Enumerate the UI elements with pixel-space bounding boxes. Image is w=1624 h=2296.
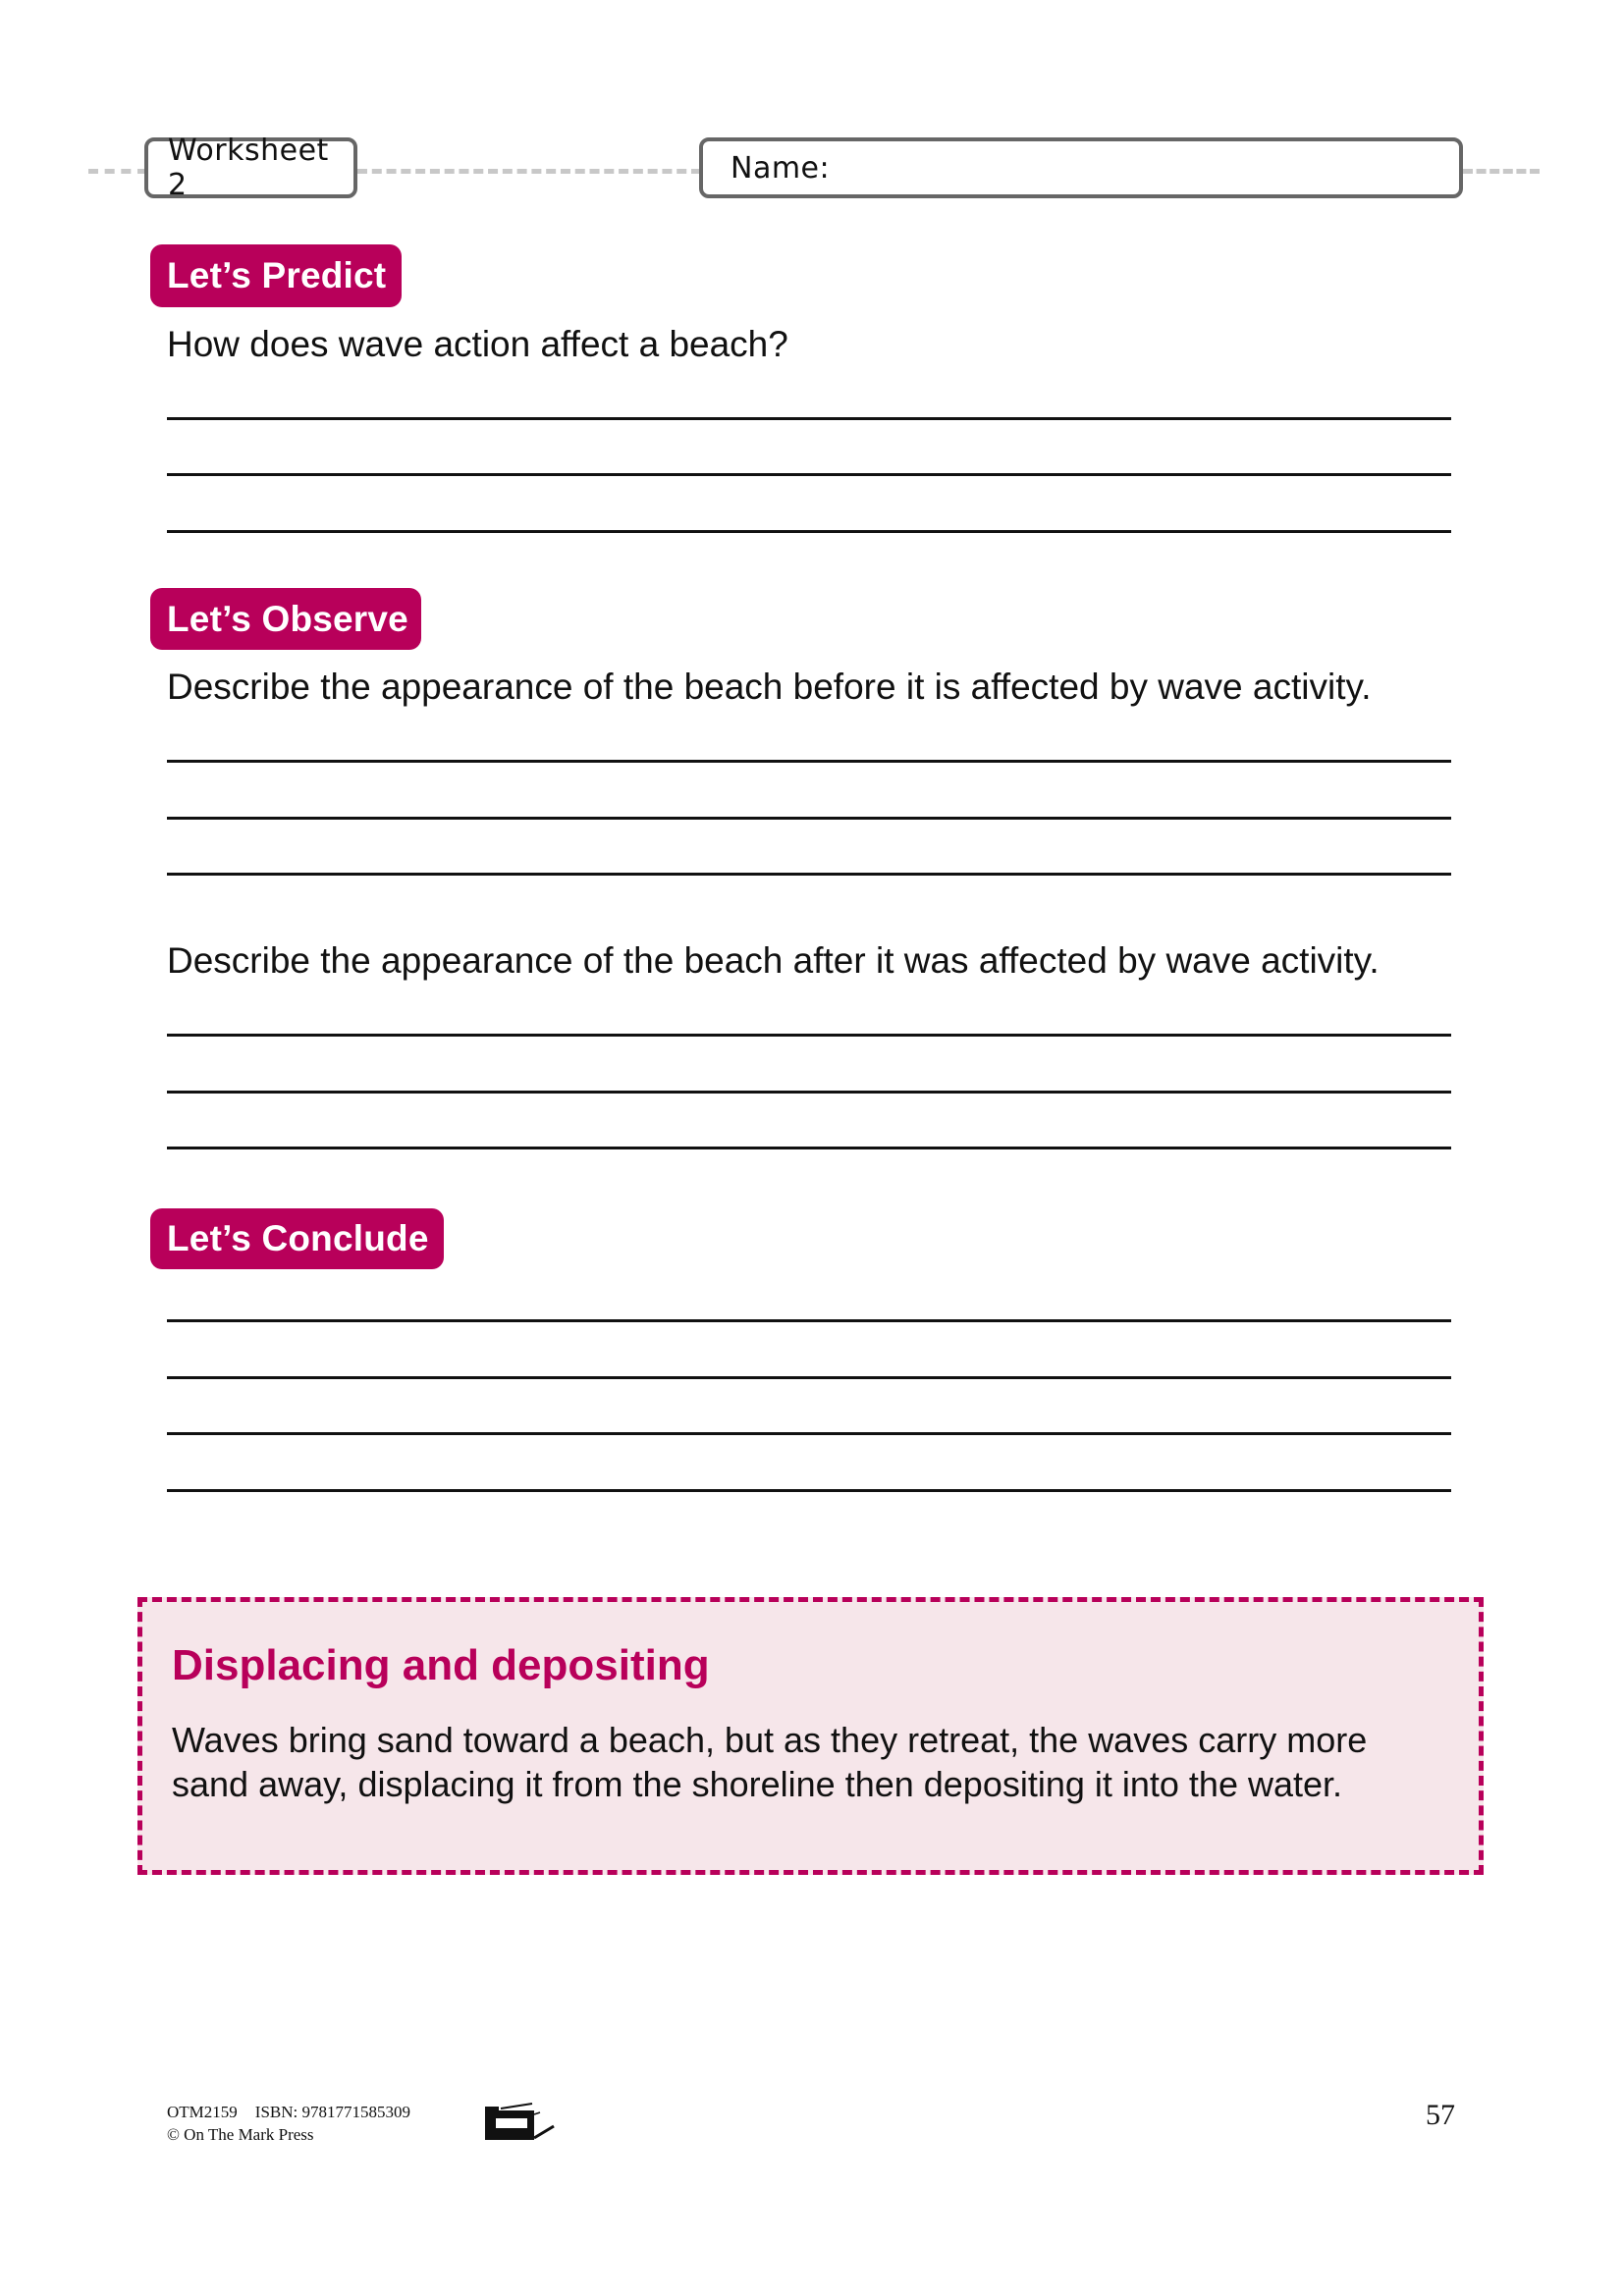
predict-answer-line-2[interactable] bbox=[167, 473, 1451, 476]
info-box-title: Displacing and depositing bbox=[172, 1641, 710, 1689]
predict-question: How does wave action affect a beach? bbox=[167, 324, 788, 364]
conclude-answer-line-2[interactable] bbox=[167, 1376, 1451, 1379]
info-box bbox=[137, 1597, 1484, 1875]
predict-answer-line-1[interactable] bbox=[167, 417, 1451, 420]
product-code: OTM2159 bbox=[167, 2103, 238, 2121]
name-field[interactable] bbox=[699, 137, 1463, 198]
observe-badge: Let’s Observe bbox=[150, 588, 421, 650]
footer-publisher-info bbox=[167, 2101, 410, 2146]
conclude-answer-line-3[interactable] bbox=[167, 1432, 1451, 1435]
isbn: ISBN: 9781771585309 bbox=[254, 2103, 410, 2121]
conclude-badge: Let’s Conclude bbox=[150, 1208, 444, 1269]
conclude-answer-line-4[interactable] bbox=[167, 1489, 1451, 1492]
name-label: Name: bbox=[731, 150, 831, 186]
page-number: 57 bbox=[1426, 2099, 1455, 2131]
conclude-answer-line-1[interactable] bbox=[167, 1319, 1451, 1322]
observe-before-answer-line-1[interactable] bbox=[167, 760, 1451, 763]
observe-after-answer-line-1[interactable] bbox=[167, 1034, 1451, 1037]
predict-badge: Let’s Predict bbox=[150, 244, 402, 307]
observe-after-answer-line-2[interactable] bbox=[167, 1091, 1451, 1094]
observe-before-question: Describe the appearance of the beach before it is affected by wave activity. bbox=[167, 667, 1372, 707]
observe-before-answer-line-2[interactable] bbox=[167, 817, 1451, 820]
info-box-body: Waves bring sand toward a beach, but as they retreat, the waves carry more sand away, displacing it from the shoreline then depositing it into the water. bbox=[172, 1720, 1368, 1804]
header-dash-middle bbox=[357, 169, 701, 174]
worksheet-label: Worksheet 2 bbox=[168, 133, 329, 202]
printing-press-icon bbox=[481, 2101, 560, 2142]
worksheet-number-box bbox=[144, 133, 357, 202]
copyright: © On The Mark Press bbox=[167, 2125, 314, 2144]
header-dash-right bbox=[1463, 169, 1540, 174]
observe-after-answer-line-3[interactable] bbox=[167, 1147, 1451, 1149]
observe-before-answer-line-3[interactable] bbox=[167, 873, 1451, 876]
observe-after-question: Describe the appearance of the beach after it was affected by wave activity. bbox=[167, 940, 1380, 981]
predict-answer-line-3[interactable] bbox=[167, 530, 1451, 533]
header-dash-left bbox=[88, 169, 147, 174]
